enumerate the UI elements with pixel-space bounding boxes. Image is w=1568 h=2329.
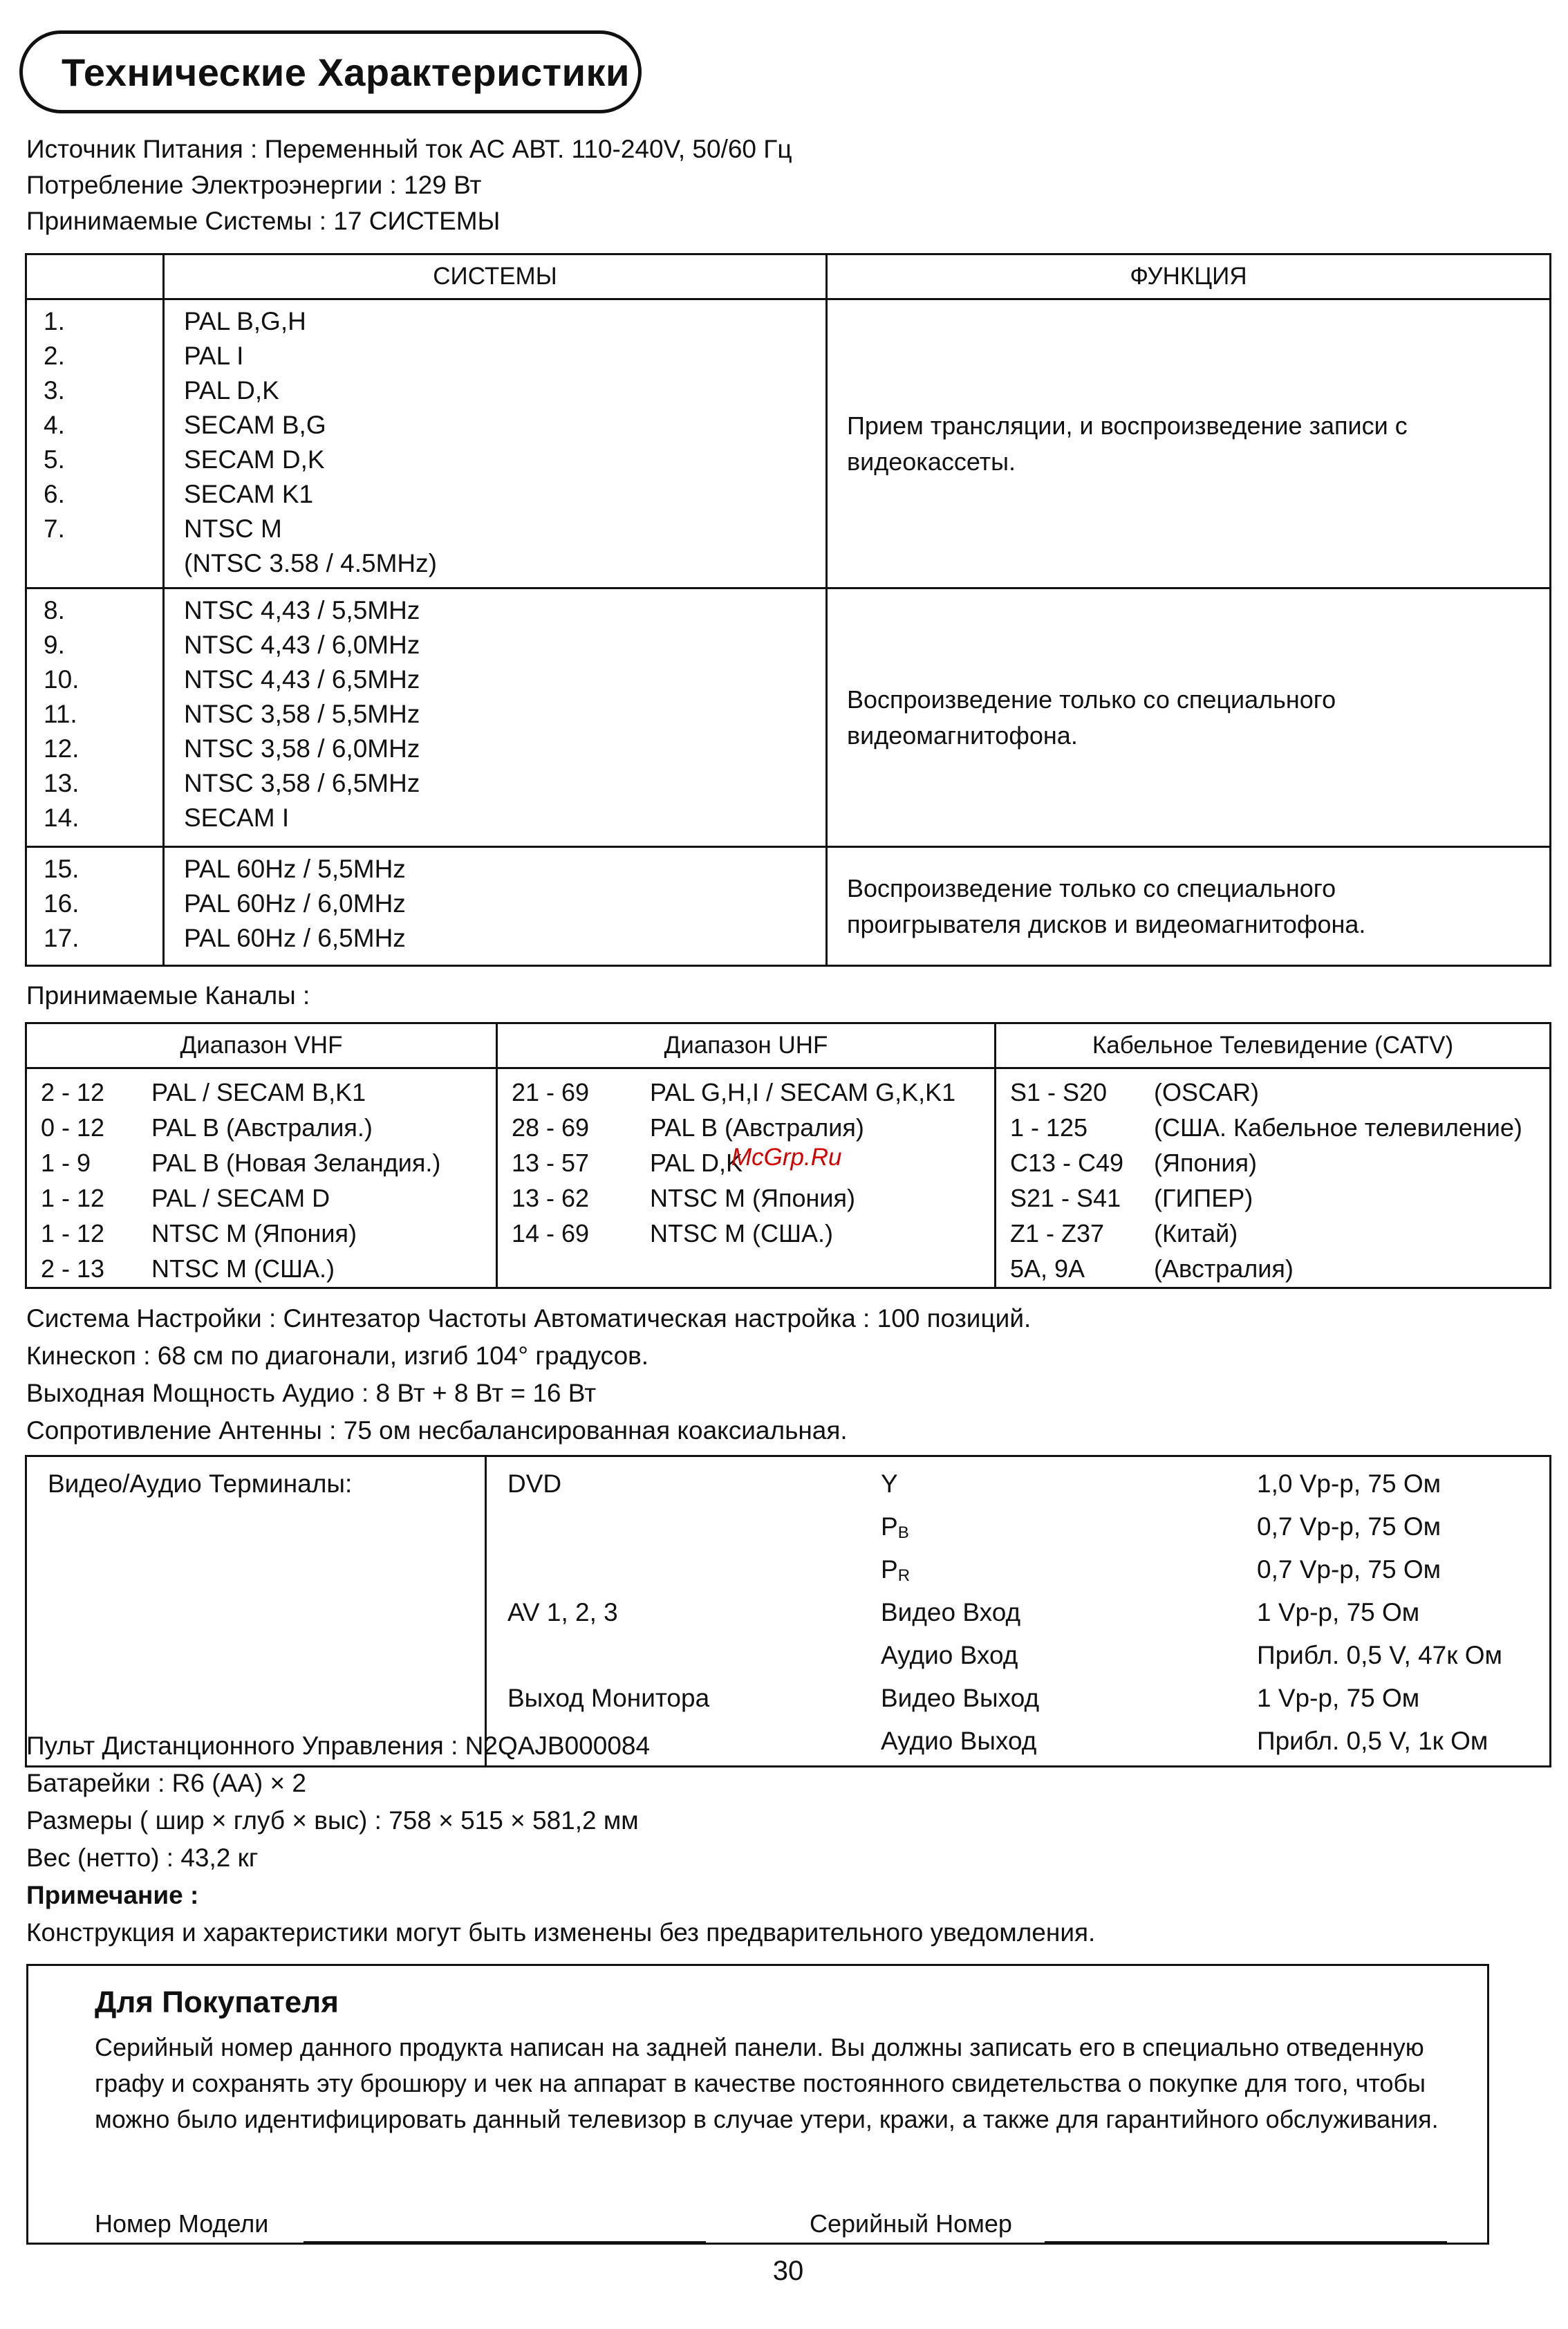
system-name: SECAM K1 — [184, 480, 314, 508]
channel-range: 2 - 13 — [41, 1254, 105, 1283]
page-number: 30 — [772, 2256, 804, 2286]
function-line: видеокассеты. — [847, 447, 1016, 476]
av-group: Выход Монитора — [507, 1684, 710, 1712]
channel-row — [27, 1216, 496, 1251]
channel-row — [27, 1180, 496, 1216]
channel-system: (Китай) — [1154, 1219, 1238, 1247]
system-name: (NTSC 3.58 / 4.5MHz) — [184, 549, 437, 577]
channel-system: (Япония) — [1154, 1149, 1257, 1177]
channel-range: 2 - 12 — [41, 1078, 105, 1106]
system-number: 4. — [44, 411, 65, 439]
channel-system: PAL B (Новая Зеландия.) — [151, 1149, 441, 1177]
channel-range: 1 - 12 — [41, 1184, 105, 1212]
buyer-title: Для Покупателя — [95, 1985, 339, 2019]
channel-row — [996, 1216, 1549, 1251]
system-number: 8. — [44, 596, 65, 624]
group-1-numbers — [26, 299, 164, 588]
system-name: SECAM I — [184, 804, 290, 832]
spec-power-consumption: Потребление Электроэнергии : 129 Вт — [26, 171, 482, 199]
systems-header-function: ФУНКЦИЯ — [827, 254, 1551, 299]
channels-label: Принимаемые Каналы : — [26, 981, 310, 1010]
group-3-systems — [164, 847, 827, 966]
channel-range: 14 - 69 — [512, 1219, 590, 1247]
av-signal: P — [881, 1512, 898, 1541]
system-number: 16. — [44, 889, 80, 918]
vhf-channels — [26, 1068, 497, 1288]
specs-mid — [26, 1300, 1031, 1449]
channel-system: (США. Кабельное телевиление) — [1154, 1113, 1522, 1142]
channel-row — [498, 1216, 994, 1251]
av-signal: Видео Выход — [881, 1684, 1040, 1712]
channel-system: PAL B (Австралия.) — [151, 1113, 373, 1142]
channel-system: (OSCAR) — [1154, 1078, 1259, 1106]
channel-row — [996, 1180, 1549, 1216]
systems-group-1 — [26, 299, 1551, 588]
channel-range: 0 - 12 — [41, 1113, 105, 1142]
group-2-systems — [164, 588, 827, 847]
channel-range: S21 - S41 — [1010, 1184, 1121, 1212]
system-number: 15. — [44, 855, 80, 883]
channel-range: 13 - 62 — [512, 1184, 590, 1212]
system-name: NTSC M — [184, 514, 282, 543]
system-name: PAL D,K — [184, 376, 279, 405]
av-row — [507, 1637, 1549, 1680]
av-terminals-label-cell — [26, 1456, 486, 1767]
channel-range: 1 - 125 — [1010, 1113, 1088, 1142]
av-signal: Аудио Вход — [881, 1641, 1018, 1669]
channel-system: (Австралия) — [1154, 1254, 1294, 1283]
channel-range: 13 - 57 — [512, 1149, 590, 1177]
channel-range: 1 - 9 — [41, 1149, 91, 1177]
system-number: 2. — [44, 342, 65, 370]
channel-row — [996, 1145, 1549, 1180]
note-text: Конструкция и характеристики могут быть изменены без предварительного уведомления. — [26, 1918, 1096, 1947]
channel-row — [996, 1075, 1549, 1110]
system-number: 10. — [44, 665, 80, 694]
model-number-field[interactable] — [304, 2241, 706, 2243]
system-number: 14. — [44, 804, 80, 832]
av-signal: Аудио Выход — [881, 1727, 1037, 1755]
channel-row — [996, 1110, 1549, 1145]
system-name: PAL I — [184, 342, 244, 370]
model-number-label: Номер Модели — [95, 2209, 269, 2238]
av-value: Прибл. 0,5 V, 47к Ом — [1257, 1641, 1502, 1669]
system-name: SECAM B,G — [184, 411, 326, 439]
channel-row — [498, 1075, 994, 1110]
channel-range: 21 - 69 — [512, 1078, 590, 1106]
channel-system: PAL / SECAM D — [151, 1184, 330, 1212]
system-name: PAL 60Hz / 5,5MHz — [184, 855, 406, 883]
system-name: SECAM D,K — [184, 445, 325, 474]
group-1-function — [827, 299, 1551, 588]
watermark: McGrp.Ru — [731, 1144, 842, 1171]
av-terminals-label: Видео/Аудио Терминалы: — [48, 1469, 353, 1498]
av-group: AV 1, 2, 3 — [507, 1598, 618, 1626]
spec-batteries: Батарейки : R6 (AA) × 2 — [26, 1769, 306, 1797]
channel-range: 1 - 12 — [41, 1219, 105, 1247]
spec-remote-control: Пульт Дистанционного Управления : N2QAJB000084 — [26, 1732, 651, 1760]
spec-antenna-impedance: Сопротивление Антенны : 75 ом несбалансированная коаксиальная. — [26, 1416, 848, 1445]
av-signal: Видео Вход — [881, 1598, 1021, 1626]
group-3-function — [827, 847, 1551, 966]
function-line: Воспроизведение только со специального — [847, 873, 1336, 902]
channel-range: Z1 - Z37 — [1010, 1219, 1105, 1247]
system-number: 3. — [44, 376, 65, 405]
av-group — [507, 1637, 881, 1680]
note-label: Примечание : — [26, 1881, 199, 1909]
av-value: 1,0 Vp-p, 75 Ом — [1257, 1469, 1441, 1498]
av-value: 0,7 Vp-p, 75 Ом — [1257, 1555, 1441, 1584]
channels-table — [25, 1022, 1551, 1289]
system-name: PAL 60Hz / 6,5MHz — [184, 924, 406, 952]
buyer-box — [26, 1964, 1489, 2245]
buyer-text: Серийный номер данного продукта написан на задней панели. Вы должны записать его в специально отведенную графу и сохранять эту брошюру и чек на аппарат в качестве постоянного свидетельства о покупке для того, чтобы можно было идентифицировать данный телевизор в случае утери, кражи, а также для гарантийного обслуживания. — [95, 2033, 1439, 2133]
serial-number-field[interactable] — [1045, 2241, 1447, 2243]
av-group: DVD — [507, 1469, 562, 1498]
channel-system: PAL D,K — [650, 1149, 743, 1177]
channels-header-catv: Кабельное Телевидение (CATV) — [996, 1023, 1551, 1068]
av-value: 1 Vp-p, 75 Ом — [1257, 1684, 1420, 1712]
system-name: PAL B,G,H — [184, 307, 306, 335]
serial-number-label: Серийный Номер — [810, 2209, 1012, 2238]
channels-header-uhf: Диапазон UHF — [497, 1023, 996, 1068]
spec-systems-count: Принимаемые Системы : 17 СИСТЕМЫ — [26, 207, 501, 235]
channel-range: C13 - C49 — [1010, 1149, 1124, 1177]
spec-tuning-system: Система Настройки : Синтезатор Частоты Автоматическая настройка : 100 позиций. — [26, 1304, 1032, 1333]
channel-system: PAL B (Австралия) — [650, 1113, 864, 1142]
system-number: 11. — [44, 700, 77, 728]
av-row — [507, 1594, 1549, 1637]
av-row — [507, 1551, 1549, 1594]
page-title: Технические Характеристики — [62, 50, 630, 94]
channel-system: NTSC M (США.) — [650, 1219, 833, 1247]
function-line: Воспроизведение только со специального — [847, 685, 1336, 714]
channel-system: PAL G,H,I / SECAM G,K,K1 — [650, 1078, 956, 1106]
function-line: проигрывателя дисков и видеомагнитофона. — [847, 909, 1366, 938]
spec-weight: Вес (нетто) : 43,2 кг — [26, 1844, 259, 1872]
group-2-numbers — [26, 588, 164, 847]
channel-system: NTSC M (Япония) — [151, 1219, 357, 1247]
system-number: 5. — [44, 445, 65, 474]
av-value: Прибл. 0,5 V, 1к Ом — [1257, 1727, 1488, 1755]
system-number: 7. — [44, 514, 65, 543]
catv-channels — [996, 1068, 1551, 1288]
channel-range: 28 - 69 — [512, 1113, 590, 1142]
specs-top — [26, 131, 792, 239]
channel-system: NTSC M (США.) — [151, 1254, 335, 1283]
system-number: 13. — [44, 769, 80, 797]
av-signal: Y — [881, 1469, 898, 1498]
channel-system: (ГИПЕР) — [1154, 1184, 1253, 1212]
channel-row — [27, 1110, 496, 1145]
function-line: видеомагнитофона. — [847, 721, 1078, 750]
spec-audio-output: Выходная Мощность Аудио : 8 Вт + 8 Вт = 16 Вт — [26, 1379, 597, 1407]
page-title-frame — [19, 30, 642, 113]
av-terminals-rows — [486, 1456, 1551, 1767]
channel-range: 5A, 9A — [1010, 1254, 1085, 1283]
systems-header-systems: СИСТЕМЫ — [164, 254, 827, 299]
channel-row — [498, 1180, 994, 1216]
channel-row — [27, 1251, 496, 1286]
systems-group-2 — [26, 588, 1551, 847]
system-name: NTSC 3,58 / 6,0MHz — [184, 734, 420, 763]
system-number: 6. — [44, 480, 65, 508]
spec-power-source: Источник Питания : Переменный ток AC АВТ. 110-240V, 50/60 Гц — [26, 135, 792, 163]
av-value: 0,7 Vp-p, 75 Ом — [1257, 1512, 1441, 1541]
group-2-function — [827, 588, 1551, 847]
channel-row — [498, 1110, 994, 1145]
system-number: 9. — [44, 631, 65, 659]
av-signal-subscript: B — [897, 1523, 909, 1542]
channel-row — [996, 1251, 1549, 1286]
function-line: Прием трансляции, и воспроизведение записи с — [847, 411, 1408, 440]
system-name: PAL 60Hz / 6,0MHz — [184, 889, 406, 918]
channel-system: NTSC M (Япония) — [650, 1184, 855, 1212]
av-row — [507, 1508, 1549, 1551]
system-number: 1. — [44, 307, 65, 335]
system-name: NTSC 4,43 / 6,0MHz — [184, 631, 420, 659]
system-number: 17. — [44, 924, 80, 952]
av-group — [507, 1508, 881, 1551]
spec-dimensions: Размеры ( шир × глуб × выс) : 758 × 515 × 581,2 мм — [26, 1806, 639, 1835]
system-name: NTSC 4,43 / 6,5MHz — [184, 665, 420, 694]
systems-header-blank — [26, 254, 164, 299]
group-3-numbers — [26, 847, 164, 966]
systems-table — [25, 253, 1551, 967]
system-number: 12. — [44, 734, 80, 763]
av-row — [507, 1680, 1549, 1723]
spec-picture-tube: Кинескоп : 68 см по диагонали, изгиб 104° градусов. — [26, 1342, 649, 1370]
channels-header-vhf: Диапазон VHF — [26, 1023, 497, 1068]
specs-bottom — [26, 1727, 1095, 1951]
systems-group-3 — [26, 847, 1551, 966]
av-group — [507, 1551, 881, 1594]
channel-row — [27, 1075, 496, 1110]
group-1-systems — [164, 299, 827, 588]
av-row — [507, 1465, 1549, 1508]
channel-system: PAL / SECAM B,K1 — [151, 1078, 366, 1106]
uhf-channels — [497, 1068, 996, 1288]
system-name: NTSC 3,58 / 6,5MHz — [184, 769, 420, 797]
channel-range: S1 - S20 — [1010, 1078, 1108, 1106]
system-name: NTSC 4,43 / 5,5MHz — [184, 596, 420, 624]
av-signal: P — [881, 1555, 898, 1584]
av-terminals-table — [25, 1455, 1551, 1767]
av-value: 1 Vp-p, 75 Ом — [1257, 1598, 1420, 1626]
av-signal-subscript: R — [897, 1566, 911, 1585]
channel-row — [27, 1145, 496, 1180]
system-name: NTSC 3,58 / 5,5MHz — [184, 700, 420, 728]
